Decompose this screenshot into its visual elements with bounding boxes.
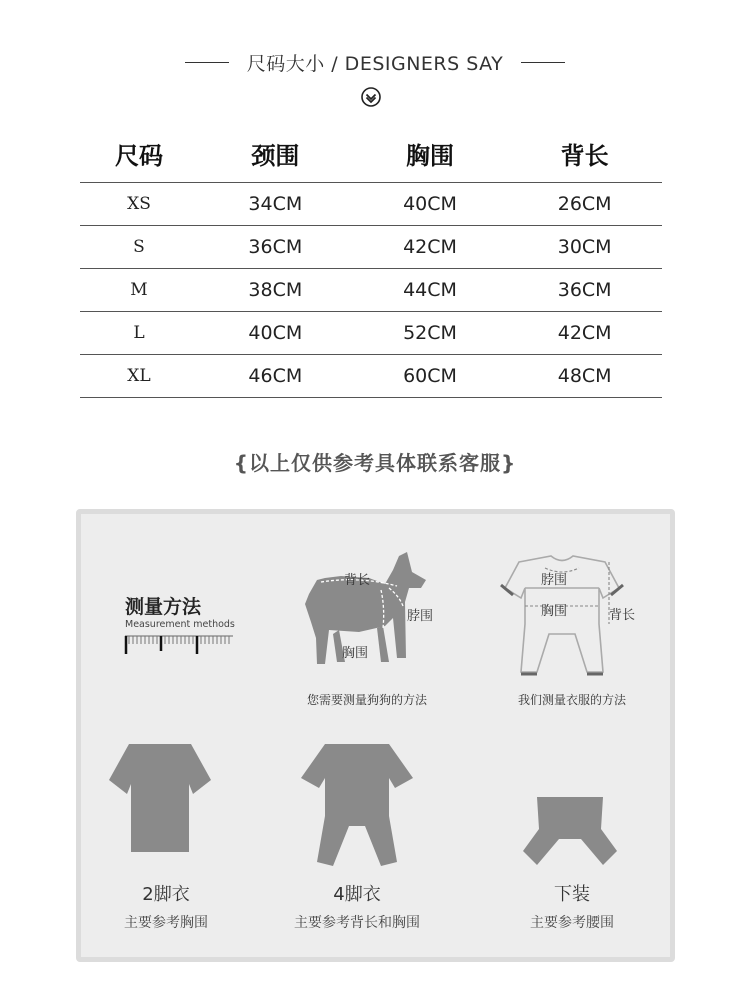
size-cell: XL <box>80 355 198 398</box>
table-row <box>80 355 662 398</box>
table-row <box>80 312 662 355</box>
reference-note: {以上仅供参考具体联系客服} <box>233 451 517 475</box>
item-4leg-name: 4脚衣 <box>333 884 381 905</box>
neck-cell: 34CM <box>198 183 353 226</box>
clothes-neck-label: 脖围 <box>541 573 568 588</box>
header-chest: 胸围 <box>405 141 454 170</box>
size-cell: M <box>80 269 198 312</box>
neck-cell: 38CM <box>198 269 353 312</box>
four-leg-jumpsuit-icon <box>297 742 417 868</box>
chevron-down-icon <box>360 86 382 108</box>
item-pants-desc: 主要参考腰围 <box>530 915 614 931</box>
neck-cell: 46CM <box>198 355 353 398</box>
clothes-back-label: 背长 <box>609 608 636 623</box>
section-header <box>0 48 750 76</box>
measurement-panel <box>76 509 675 962</box>
chest-cell: 52CM <box>353 312 508 355</box>
size-cell: L <box>80 312 198 355</box>
measure-subtitle: Measurement methods <box>125 619 235 630</box>
item-pants-name: 下装 <box>554 884 590 905</box>
item-2leg-desc: 主要参考胸围 <box>124 915 208 931</box>
item-4leg-desc: 主要参考背长和胸围 <box>294 915 420 931</box>
back-cell: 30CM <box>507 226 662 269</box>
table-row <box>80 269 662 312</box>
chest-cell: 40CM <box>353 183 508 226</box>
clothes-caption: 我们测量衣服的方法 <box>517 693 626 707</box>
dog-back-label: 背长 <box>344 573 371 588</box>
back-cell: 26CM <box>507 183 662 226</box>
pants-icon <box>519 795 621 865</box>
header-size: 尺码 <box>115 141 163 170</box>
back-cell: 48CM <box>507 355 662 398</box>
header-neck: 颈围 <box>251 141 300 170</box>
item-2leg-name: 2脚衣 <box>142 884 190 905</box>
neck-cell: 36CM <box>198 226 353 269</box>
chest-cell: 60CM <box>353 355 508 398</box>
neck-cell: 40CM <box>198 312 353 355</box>
chest-cell: 42CM <box>353 226 508 269</box>
back-cell: 42CM <box>507 312 662 355</box>
header-title: 尺码大小 / DESIGNERS SAY <box>246 52 504 75</box>
ruler-icon <box>125 634 233 656</box>
two-leg-shirt-icon <box>105 742 215 854</box>
table-row <box>80 183 662 226</box>
table-row <box>80 226 662 269</box>
size-table <box>80 125 662 398</box>
dog-neck-label: 脖围 <box>407 609 434 624</box>
size-cell: XS <box>80 183 198 226</box>
measure-title: 测量方法 <box>125 596 202 618</box>
size-cell: S <box>80 226 198 269</box>
chest-cell: 44CM <box>353 269 508 312</box>
header-dash-right <box>521 62 565 64</box>
header-dash-left <box>185 62 229 64</box>
size-table-header <box>80 125 662 183</box>
back-cell: 36CM <box>507 269 662 312</box>
header-back: 背长 <box>560 141 609 170</box>
clothes-chest-label: 胸围 <box>541 604 568 619</box>
dog-caption: 您需要测量狗狗的方法 <box>306 693 427 707</box>
dog-chest-label: 胸围 <box>342 646 369 661</box>
